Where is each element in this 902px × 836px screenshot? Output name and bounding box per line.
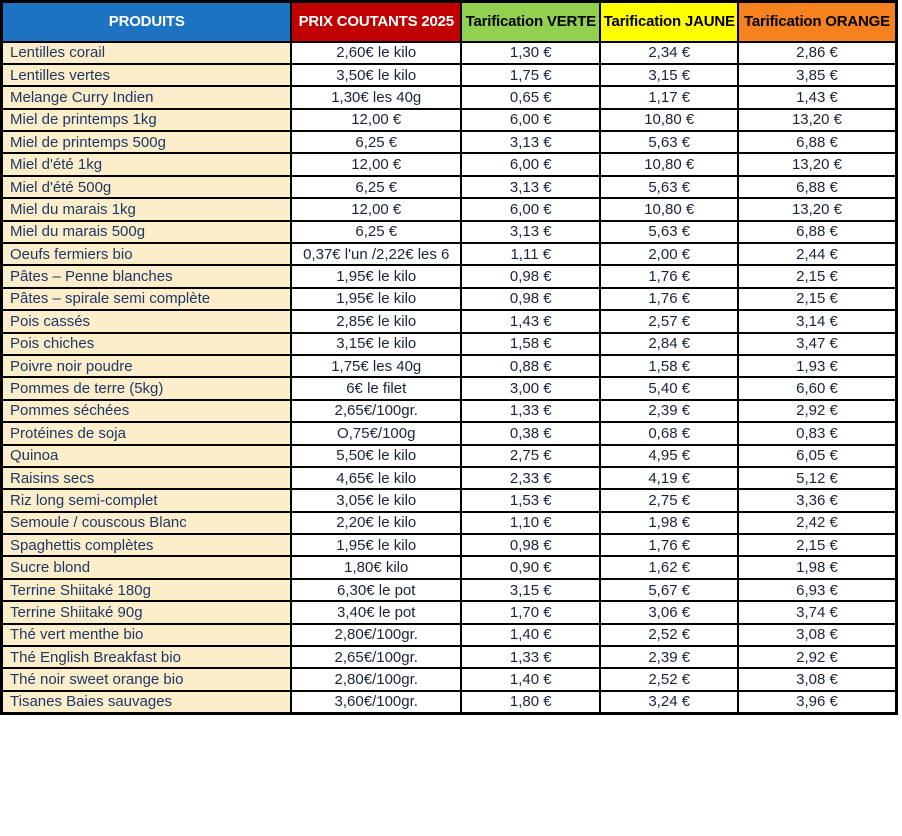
price-cell-verte: 1,80 € [461, 691, 600, 713]
price-cell-jaune: 1,98 € [600, 512, 737, 534]
price-cell-prix: 3,50€ le kilo [291, 64, 461, 86]
table-row [2, 243, 897, 265]
price-cell-verte: 1,11 € [461, 243, 600, 265]
price-cell-orange: 6,88 € [738, 131, 897, 153]
table-row [2, 400, 897, 422]
price-cell-jaune: 2,57 € [600, 310, 737, 332]
price-cell-verte: 3,00 € [461, 377, 600, 399]
price-cell-verte: 6,00 € [461, 109, 600, 131]
price-cell-verte: 1,10 € [461, 512, 600, 534]
table-row [2, 668, 897, 690]
price-cell-verte: 1,70 € [461, 601, 600, 623]
price-cell-prix: 5,50€ le kilo [291, 445, 461, 467]
price-cell-verte: 3,13 € [461, 221, 600, 243]
product-name-cell: Pâtes – Penne blanches [2, 265, 292, 287]
price-cell-jaune: 2,39 € [600, 400, 737, 422]
price-cell-orange: 2,92 € [738, 400, 897, 422]
price-cell-prix: 6,25 € [291, 131, 461, 153]
price-cell-jaune: 1,62 € [600, 556, 737, 578]
table-row [2, 288, 897, 310]
table-row [2, 556, 897, 578]
price-cell-verte: 1,58 € [461, 333, 600, 355]
product-name-cell: Miel de printemps 500g [2, 131, 292, 153]
header-tarification-orange: Tarification ORANGE [738, 2, 897, 42]
table-header [2, 2, 897, 42]
product-name-cell: Lentilles vertes [2, 64, 292, 86]
price-cell-orange: 3,36 € [738, 489, 897, 511]
product-name-cell: Miel de printemps 1kg [2, 109, 292, 131]
table-body [2, 42, 897, 714]
price-cell-prix: 2,60€ le kilo [291, 42, 461, 64]
price-cell-jaune: 2,75 € [600, 489, 737, 511]
price-cell-prix: 12,00 € [291, 198, 461, 220]
price-cell-orange: 13,20 € [738, 109, 897, 131]
price-cell-prix: 6€ le filet [291, 377, 461, 399]
price-cell-verte: 2,75 € [461, 445, 600, 467]
table-row [2, 42, 897, 64]
price-cell-prix: 1,75€ les 40g [291, 355, 461, 377]
table-row [2, 355, 897, 377]
header-row [2, 2, 897, 42]
product-name-cell: Oeufs fermiers bio [2, 243, 292, 265]
price-cell-orange: 3,47 € [738, 333, 897, 355]
price-cell-jaune: 5,63 € [600, 221, 737, 243]
price-cell-jaune: 2,34 € [600, 42, 737, 64]
price-cell-orange: 3,96 € [738, 691, 897, 713]
product-name-cell: Miel d'été 1kg [2, 153, 292, 175]
price-cell-jaune: 1,17 € [600, 86, 737, 108]
price-cell-jaune: 0,68 € [600, 422, 737, 444]
price-cell-verte: 1,75 € [461, 64, 600, 86]
table-row [2, 333, 897, 355]
price-cell-prix: 1,95€ le kilo [291, 288, 461, 310]
price-cell-prix: 2,65€/100gr. [291, 400, 461, 422]
price-cell-prix: 4,65€ le kilo [291, 467, 461, 489]
price-cell-orange: 13,20 € [738, 153, 897, 175]
product-name-cell: Spaghettis complètes [2, 534, 292, 556]
table-row [2, 86, 897, 108]
price-cell-prix: 3,05€ le kilo [291, 489, 461, 511]
price-cell-verte: 1,43 € [461, 310, 600, 332]
price-cell-orange: 1,93 € [738, 355, 897, 377]
table-row [2, 109, 897, 131]
price-cell-verte: 0,90 € [461, 556, 600, 578]
product-name-cell: Thé noir sweet orange bio [2, 668, 292, 690]
price-cell-verte: 1,33 € [461, 400, 600, 422]
price-cell-verte: 0,98 € [461, 288, 600, 310]
product-name-cell: Lentilles corail [2, 42, 292, 64]
price-cell-prix: 12,00 € [291, 109, 461, 131]
price-cell-orange: 2,15 € [738, 265, 897, 287]
table-row [2, 176, 897, 198]
price-cell-jaune: 1,76 € [600, 288, 737, 310]
price-cell-orange: 3,74 € [738, 601, 897, 623]
table-row [2, 512, 897, 534]
table-row [2, 422, 897, 444]
price-cell-jaune: 10,80 € [600, 153, 737, 175]
price-cell-jaune: 4,95 € [600, 445, 737, 467]
price-cell-jaune: 4,19 € [600, 467, 737, 489]
price-cell-prix: 6,30€ le pot [291, 579, 461, 601]
table-row [2, 377, 897, 399]
price-cell-jaune: 1,58 € [600, 355, 737, 377]
price-cell-prix: 6,25 € [291, 221, 461, 243]
price-cell-verte: 6,00 € [461, 153, 600, 175]
price-cell-orange: 1,43 € [738, 86, 897, 108]
price-cell-verte: 1,30 € [461, 42, 600, 64]
product-name-cell: Thé vert menthe bio [2, 624, 292, 646]
price-cell-orange: 6,60 € [738, 377, 897, 399]
table-row [2, 534, 897, 556]
product-name-cell: Terrine Shiitaké 180g [2, 579, 292, 601]
price-cell-jaune: 5,63 € [600, 131, 737, 153]
price-cell-orange: 6,88 € [738, 221, 897, 243]
product-name-cell: Thé English Breakfast bio [2, 646, 292, 668]
product-name-cell: Pâtes – spirale semi complète [2, 288, 292, 310]
price-cell-orange: 3,85 € [738, 64, 897, 86]
table-row [2, 691, 897, 713]
price-cell-orange: 2,15 € [738, 534, 897, 556]
header-tarification-verte: Tarification VERTE [461, 2, 600, 42]
price-cell-orange: 2,92 € [738, 646, 897, 668]
price-cell-jaune: 2,84 € [600, 333, 737, 355]
price-cell-orange: 0,83 € [738, 422, 897, 444]
price-cell-prix: 3,60€/100gr. [291, 691, 461, 713]
price-cell-prix: 2,85€ le kilo [291, 310, 461, 332]
product-name-cell: Melange Curry Indien [2, 86, 292, 108]
table-row [2, 198, 897, 220]
table-row [2, 445, 897, 467]
price-cell-verte: 0,38 € [461, 422, 600, 444]
price-cell-jaune: 3,06 € [600, 601, 737, 623]
header-prix-coutants-2025: PRIX COUTANTS 2025 [291, 2, 461, 42]
price-cell-verte: 0,65 € [461, 86, 600, 108]
price-cell-jaune: 3,24 € [600, 691, 737, 713]
price-cell-orange: 6,05 € [738, 445, 897, 467]
product-name-cell: Protéines de soja [2, 422, 292, 444]
price-cell-prix: 12,00 € [291, 153, 461, 175]
price-cell-verte: 0,88 € [461, 355, 600, 377]
table-row [2, 221, 897, 243]
table-row [2, 624, 897, 646]
price-cell-orange: 2,44 € [738, 243, 897, 265]
price-cell-prix: O,75€/100g [291, 422, 461, 444]
price-cell-verte: 3,15 € [461, 579, 600, 601]
product-name-cell: Terrine Shiitaké 90g [2, 601, 292, 623]
price-cell-prix: 1,95€ le kilo [291, 534, 461, 556]
product-name-cell: Quinoa [2, 445, 292, 467]
price-cell-prix: 6,25 € [291, 176, 461, 198]
price-cell-orange: 6,88 € [738, 176, 897, 198]
price-cell-orange: 3,08 € [738, 624, 897, 646]
price-cell-jaune: 5,67 € [600, 579, 737, 601]
price-cell-prix: 2,65€/100gr. [291, 646, 461, 668]
price-cell-orange: 2,86 € [738, 42, 897, 64]
price-cell-prix: 1,30€ les 40g [291, 86, 461, 108]
product-name-cell: Pois cassés [2, 310, 292, 332]
product-name-cell: Miel d'été 500g [2, 176, 292, 198]
price-cell-jaune: 10,80 € [600, 198, 737, 220]
product-name-cell: Poivre noir poudre [2, 355, 292, 377]
price-cell-jaune: 2,52 € [600, 624, 737, 646]
price-cell-jaune: 2,00 € [600, 243, 737, 265]
price-cell-jaune: 5,40 € [600, 377, 737, 399]
price-cell-orange: 2,42 € [738, 512, 897, 534]
table-row [2, 64, 897, 86]
price-cell-verte: 0,98 € [461, 534, 600, 556]
price-cell-jaune: 1,76 € [600, 265, 737, 287]
table-row [2, 646, 897, 668]
price-cell-jaune: 1,76 € [600, 534, 737, 556]
price-cell-orange: 2,15 € [738, 288, 897, 310]
price-cell-prix: 2,80€/100gr. [291, 624, 461, 646]
product-name-cell: Riz long semi-complet [2, 489, 292, 511]
price-cell-verte: 3,13 € [461, 176, 600, 198]
price-cell-orange: 13,20 € [738, 198, 897, 220]
price-cell-jaune: 2,39 € [600, 646, 737, 668]
table-row [2, 579, 897, 601]
price-cell-jaune: 2,52 € [600, 668, 737, 690]
price-cell-verte: 3,13 € [461, 131, 600, 153]
price-cell-jaune: 3,15 € [600, 64, 737, 86]
price-cell-verte: 0,98 € [461, 265, 600, 287]
price-cell-verte: 1,40 € [461, 624, 600, 646]
product-name-cell: Pois chiches [2, 333, 292, 355]
price-cell-jaune: 5,63 € [600, 176, 737, 198]
price-cell-prix: 1,95€ le kilo [291, 265, 461, 287]
table-row [2, 265, 897, 287]
product-name-cell: Raisins secs [2, 467, 292, 489]
header-produits: PRODUITS [2, 2, 292, 42]
price-cell-verte: 6,00 € [461, 198, 600, 220]
price-cell-verte: 1,33 € [461, 646, 600, 668]
product-name-cell: Miel du marais 1kg [2, 198, 292, 220]
price-cell-verte: 1,40 € [461, 668, 600, 690]
price-cell-prix: 0,37€ l'un /2,22€ les 6 [291, 243, 461, 265]
price-cell-orange: 6,93 € [738, 579, 897, 601]
product-name-cell: Pommes de terre (5kg) [2, 377, 292, 399]
header-tarification-jaune: Tarification JAUNE [600, 2, 737, 42]
product-name-cell: Sucre blond [2, 556, 292, 578]
product-name-cell: Miel du marais 500g [2, 221, 292, 243]
price-cell-orange: 5,12 € [738, 467, 897, 489]
product-name-cell: Semoule / couscous Blanc [2, 512, 292, 534]
price-cell-verte: 1,53 € [461, 489, 600, 511]
table-row [2, 467, 897, 489]
table-row [2, 489, 897, 511]
price-cell-verte: 2,33 € [461, 467, 600, 489]
price-cell-prix: 3,15€ le kilo [291, 333, 461, 355]
table-row [2, 601, 897, 623]
price-cell-orange: 1,98 € [738, 556, 897, 578]
product-name-cell: Tisanes Baies sauvages [2, 691, 292, 713]
price-cell-orange: 3,14 € [738, 310, 897, 332]
table-row [2, 131, 897, 153]
price-cell-prix: 1,80€ kilo [291, 556, 461, 578]
product-name-cell: Pommes séchées [2, 400, 292, 422]
price-cell-prix: 3,40€ le pot [291, 601, 461, 623]
price-cell-orange: 3,08 € [738, 668, 897, 690]
price-cell-prix: 2,20€ le kilo [291, 512, 461, 534]
price-cell-prix: 2,80€/100gr. [291, 668, 461, 690]
price-cell-jaune: 10,80 € [600, 109, 737, 131]
table-row [2, 310, 897, 332]
table-row [2, 153, 897, 175]
